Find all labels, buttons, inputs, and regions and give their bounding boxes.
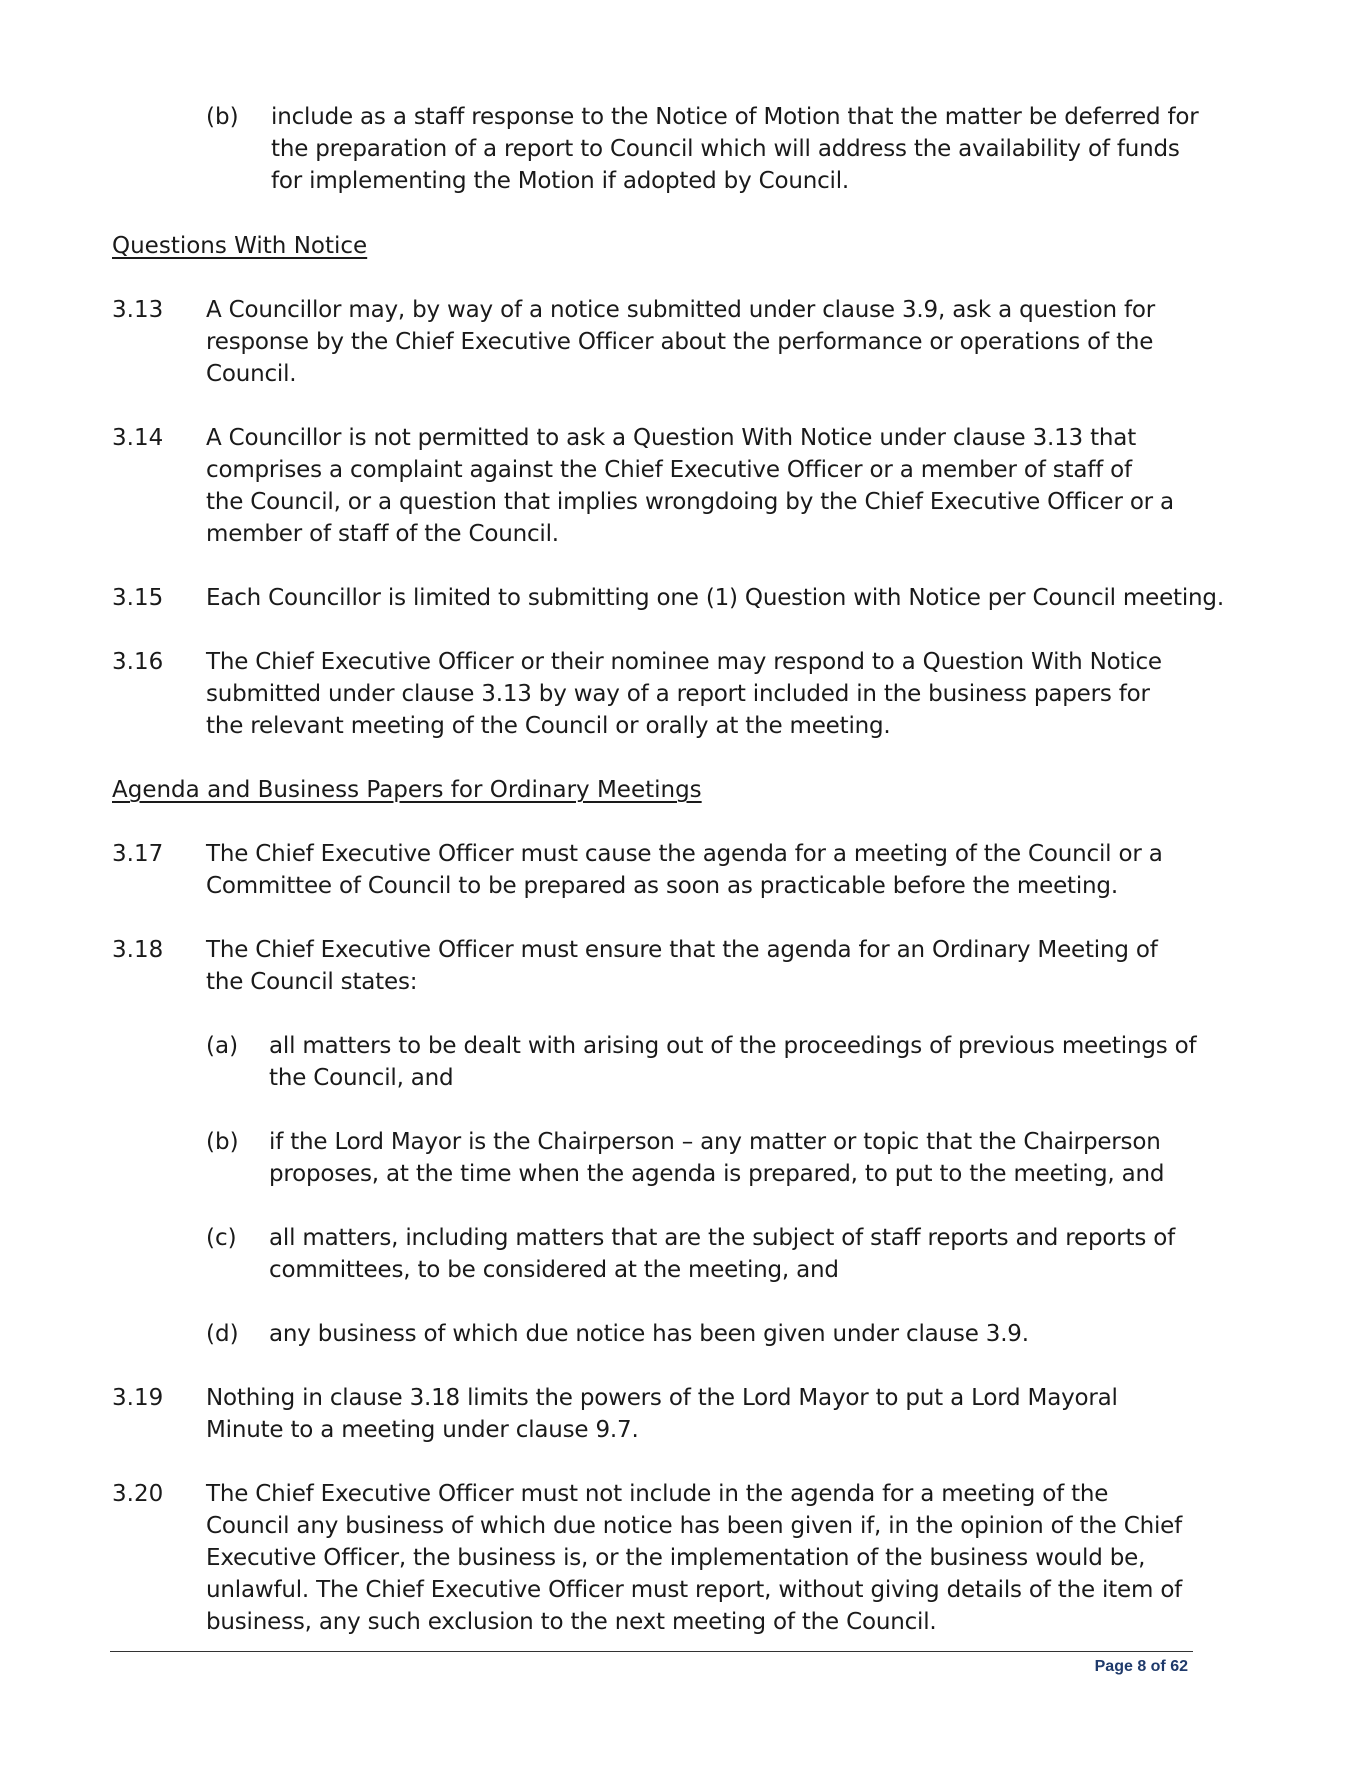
clause-text-3-15: Each Councillor is limited to submitting one (1) Question with Notice per Council meeting. bbox=[206, 585, 1224, 611]
page-number: Page 8 of 62 bbox=[1094, 1658, 1188, 1675]
sub-item-text-c: all matters, including matters that are the subject of staff reports and reports of committees, to be considered at the meeting, and bbox=[269, 1225, 1175, 1283]
clause-number-3-15: 3.15 bbox=[112, 585, 164, 611]
clause-text-3-19: Nothing in clause 3.18 limits the powers of the Lord Mayor to put a Lord Mayoral Minute to a meeting under clause 9.7. bbox=[206, 1385, 1118, 1443]
sub-item-label-b: (b) bbox=[206, 1129, 239, 1155]
sub-item-text-b: if the Lord Mayor is the Chairperson – any matter or topic that the Chairperson proposes, at the time when the agenda is prepared, to put to the meeting, and bbox=[269, 1129, 1165, 1187]
clause-text-3-20: The Chief Executive Officer must not include in the agenda for a meeting of the Council any business of which due notice has been given if, in the opinion of the Chief Executive Officer, the business is, or the implementation of the business would be, unlawful. The Chief Executive Officer must report, without giving details of the item of business, any such exclusion to the next meeting of the Council. bbox=[206, 1481, 1183, 1635]
clause-text-3-14: A Councillor is not permitted to ask a Question With Notice under clause 3.13 that comprises a complaint against the Chief Executive Officer or a member of staff of the Council, or a question that implies wrongdoing by the Chief Executive Officer or a member of staff of the Council. bbox=[206, 425, 1174, 547]
sub-item-label-a: (a) bbox=[206, 1033, 239, 1059]
sub-item-text-a: all matters to be dealt with arising out of the proceedings of previous meetings of the Council, and bbox=[269, 1033, 1197, 1091]
sub-item-label-c: (c) bbox=[206, 1225, 237, 1251]
clause-text-3-17: The Chief Executive Officer must cause the agenda for a meeting of the Council or a Committee of Council to be prepared as soon as practicable before the meeting. bbox=[206, 841, 1163, 899]
clause-number-3-16: 3.16 bbox=[112, 649, 164, 675]
clause-text-3-16: The Chief Executive Officer or their nominee may respond to a Question With Notice submitted under clause 3.13 by way of a report included in the business papers for the relevant meeting of the Council or orally at the meeting. bbox=[206, 649, 1162, 739]
footer-divider bbox=[110, 1651, 1193, 1652]
section-heading-questions: Questions With Notice bbox=[112, 233, 368, 259]
item-text-b-top: include as a staff response to the Notice of Motion that the matter be deferred for the preparation of a report to Council which will address the availability of funds for implementing the Motion if adopted by Council. bbox=[271, 104, 1199, 194]
sub-item-text-d: any business of which due notice has been given under clause 3.9. bbox=[269, 1321, 1029, 1347]
clause-number-3-13: 3.13 bbox=[112, 297, 164, 323]
clause-number-3-20: 3.20 bbox=[112, 1481, 164, 1507]
clause-text-3-18: The Chief Executive Officer must ensure that the agenda for an Ordinary Meeting of the Council states: bbox=[206, 937, 1158, 995]
section-heading-agenda: Agenda and Business Papers for Ordinary Meetings bbox=[112, 777, 702, 803]
clause-number-3-14: 3.14 bbox=[112, 425, 164, 451]
sub-item-label-d: (d) bbox=[206, 1321, 239, 1347]
item-label-b-top: (b) bbox=[206, 104, 239, 130]
clause-number-3-19: 3.19 bbox=[112, 1385, 164, 1411]
clause-number-3-17: 3.17 bbox=[112, 841, 164, 867]
clause-text-3-13: A Councillor may, by way of a notice submitted under clause 3.9, ask a question for response by the Chief Executive Officer about the performance or operations of the Council. bbox=[206, 297, 1156, 387]
clause-number-3-18: 3.18 bbox=[112, 937, 164, 963]
